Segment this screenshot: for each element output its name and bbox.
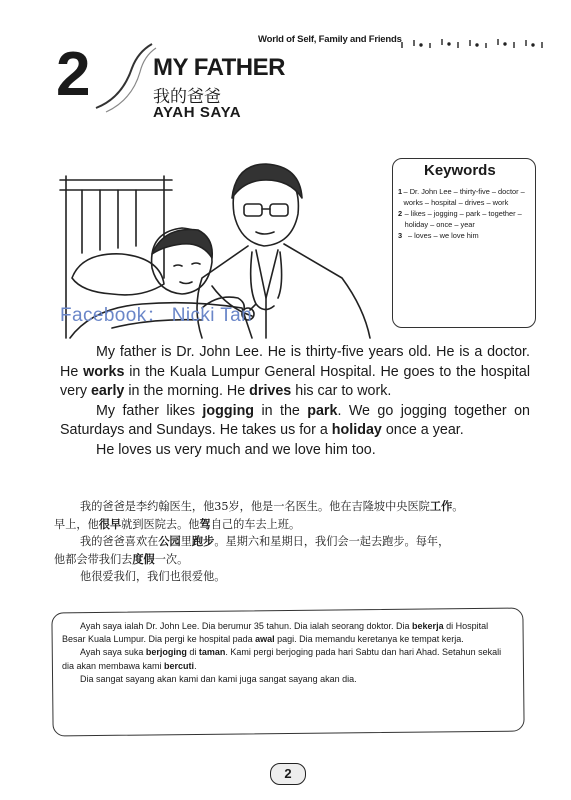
malay-passage	[62, 620, 512, 686]
paragraph: 早上，他很早就到医院去。他驾自己的车去上班。	[54, 516, 301, 531]
page-title-malay: AYAH SAYA	[153, 104, 242, 121]
paragraph: 他很爱我们，我们也很爱他。	[80, 570, 226, 583]
keyword-item: 2 – likes – jogging – park – together – holiday – once – year	[398, 209, 522, 229]
paragraph: 我的爸爸喜欢在公园里跑步。星期六和星期日，我们会一起去跑步。每年，	[80, 534, 450, 548]
paragraph: Dia sangat sayang akan kami dan kami juga sangat sayang akan dia.	[80, 673, 357, 684]
paragraph: My father likes jogging in the park. We go jogging together on Saturdays and Sundays. He takes us for a holiday once a year.	[60, 402, 530, 438]
page-title-chinese: 我的爸爸	[153, 87, 221, 107]
chapter-swoosh-decoration	[92, 38, 162, 118]
keywords-box	[392, 158, 536, 328]
paragraph: Ayah saya ialah Dr. John Lee. Dia berumur 35 tahun. Dia ialah seorang doktor. Dia bekerja di Hospital Besar Kuala Lumpur. Dia pergi ke hospital pada awal pagi. Dia memandu keretanya ke tempat kerja.	[62, 621, 489, 645]
paragraph: Ayah saya suka berjoging di taman. Kami pergi berjoging pada hari Sabtu dan hari Ahad. Setahun sekali dia akan membawa kami bercuti.	[62, 647, 502, 671]
keywords-title: Keywords	[424, 162, 496, 179]
chinese-passage	[54, 498, 530, 586]
paragraph: 他都会带我们去度假一次。	[54, 551, 189, 566]
theme-header: World of Self, Family and Friends	[258, 34, 402, 45]
keyword-item: 1 – Dr. John Lee – thirty-five – doctor – works – hospital – drives – work	[398, 187, 525, 207]
english-passage	[60, 343, 530, 460]
keywords-list	[398, 186, 530, 241]
paragraph: My father is Dr. John Lee. He is thirty-five years old. He is a doctor. He works in the Kuala Lumpur General Hospital. He goes to the hospital very early in the morning. He drives his car to work.	[60, 344, 531, 399]
facebook-watermark: Facebook： Nicki Tan	[60, 305, 253, 326]
page-number: 2	[270, 763, 306, 785]
paragraph: He loves us very much and we love him too.	[96, 441, 376, 458]
paragraph: 我的爸爸是李约翰医生，他35岁，他是一名医生。他在吉隆坡中央医院工作。	[80, 499, 464, 513]
chapter-number: 2	[56, 40, 91, 109]
header-decoration	[398, 36, 546, 50]
keyword-item: 3 – loves – we love him	[398, 231, 479, 240]
page-title: MY FATHER	[153, 54, 285, 81]
